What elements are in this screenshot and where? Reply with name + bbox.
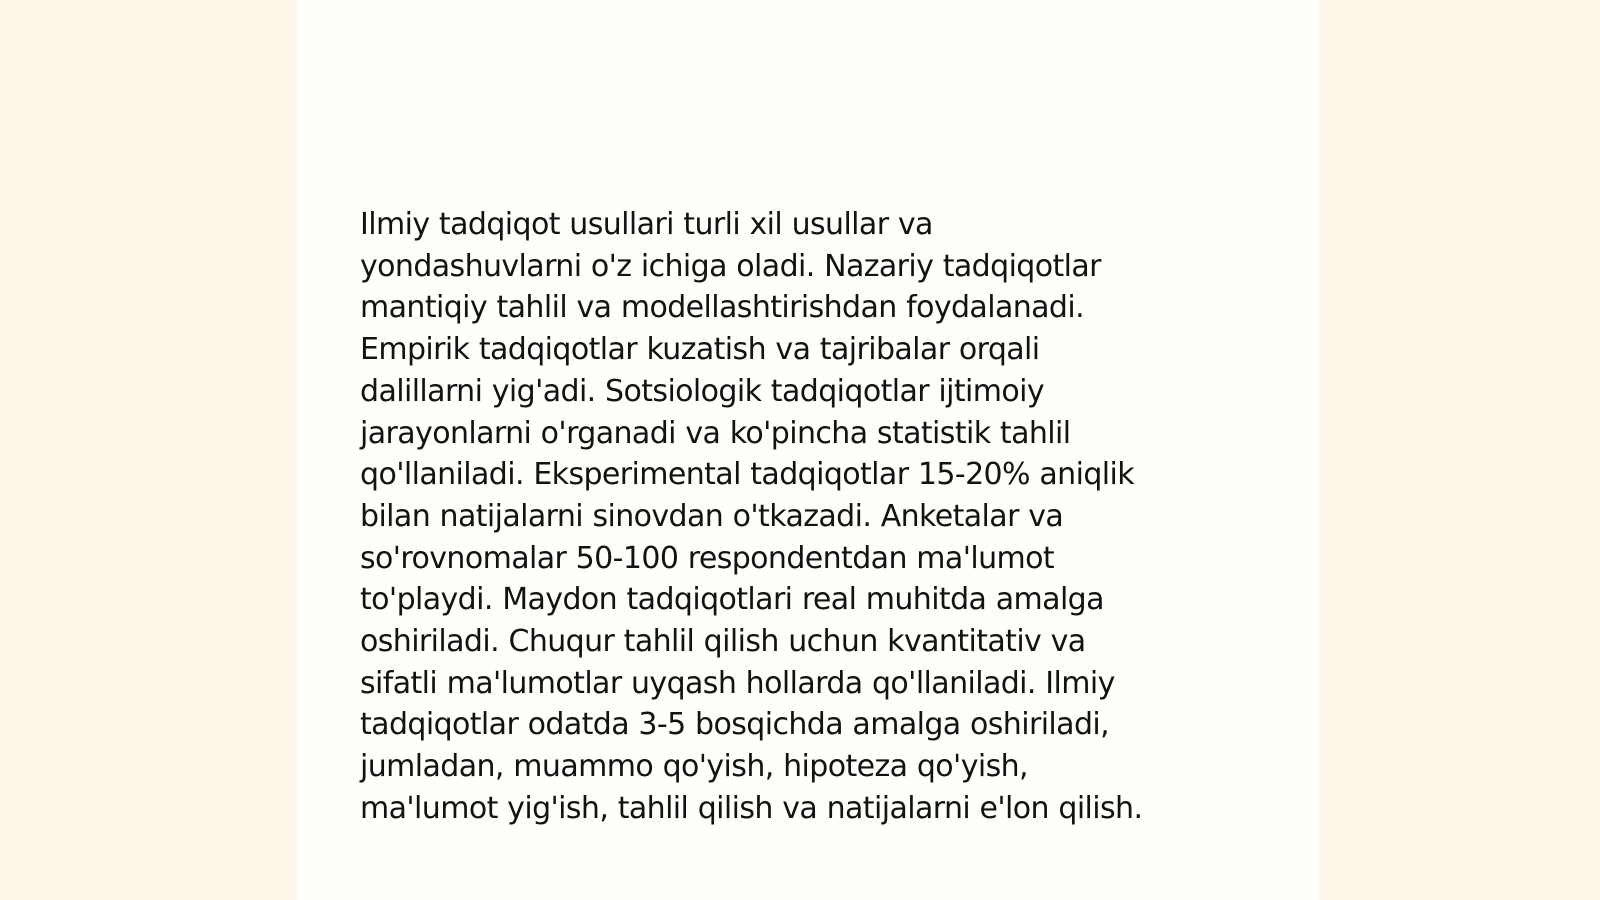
- document-page: [297, 0, 1319, 900]
- body-paragraph: Ilmiy tadqiqot usullari turli xil usullar va yondashuvlarni o'z ichiga oladi. Nazariy tadqiqotlar mantiqiy tahlil va modellashtirishdan foydalanadi. Empirik tadqiqotlar kuzatish va tajribalar orqali dalillarni yig'adi. Sotsiologik tadqiqotlar ijtimoiy jarayonlarni o'rganadi va ko'pincha statistik tahlil qo'llaniladi. Eksperimental tadqiqotlar 15-20% aniqlik bilan natijalarni sinovdan o'tkazadi. Anketalar va so'rovnomalar 50-100 respondentdan ma'lumot to'playdi. Maydon tadqiqotlari real muhitda amalga oshiriladi. Chuqur tahlil qilish uchun kvantitativ va sifatli ma'lumotlar uyqash hollarda qo'llaniladi. Ilmiy tadqiqotlar odatda 3-5 bosqichda amalga oshiriladi, jumladan, muammo qo'yish, hipoteza qo'yish, ma'lumot yig'ish, tahlil qilish va natijalarni e'lon qilish.: [360, 207, 1143, 826]
